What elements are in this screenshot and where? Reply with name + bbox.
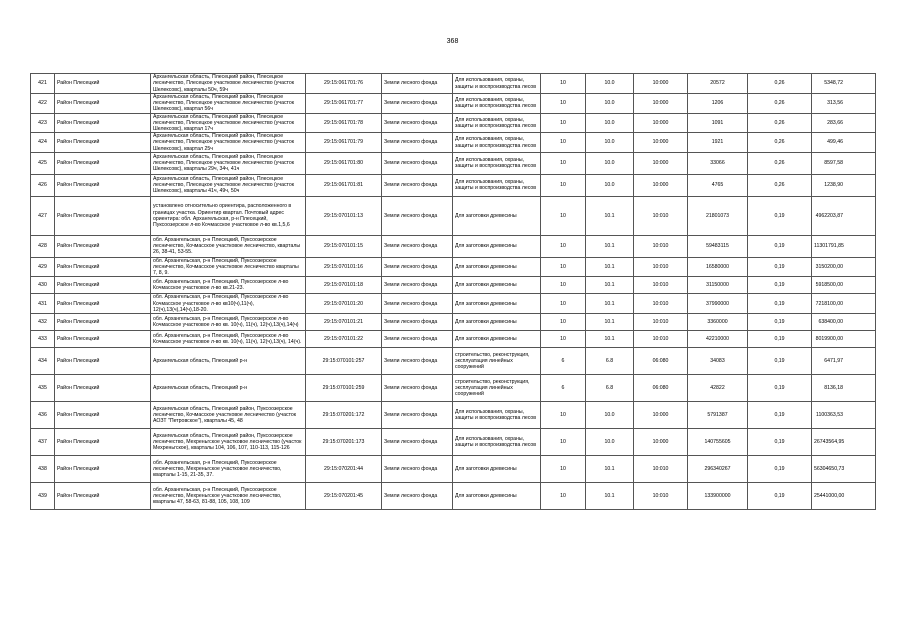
- table-row: [31, 74, 876, 94]
- district-cell: Район Плесецкий: [55, 483, 151, 510]
- permitted-use-cell: Для использования, охраны, защиты и воспроизводства лесов: [453, 94, 541, 114]
- land-category-cell: Земли лесного фонда: [382, 113, 453, 133]
- cadastral-value-cell: 8136,18: [812, 375, 876, 402]
- permitted-use-cell: Для использования, охраны, защиты и воспроизводства лесов: [453, 429, 541, 456]
- cadastral-number-cell: 29:15:070101:22: [306, 331, 382, 348]
- row-number-cell: 426: [31, 174, 55, 196]
- rate-cell: 0,26: [748, 174, 812, 196]
- permitted-use-cell: Для использования, охраны, защиты и воспроизводства лесов: [453, 133, 541, 153]
- rate-cell: 0,26: [748, 133, 812, 153]
- cadastral-number-cell: 29:15:070101:13: [306, 196, 382, 235]
- table-body: [31, 74, 876, 510]
- code-subgroup-cell: 10.0: [586, 402, 634, 429]
- cadastral-number-cell: 29:15:070101:20: [306, 294, 382, 314]
- district-cell: Район Плесецкий: [55, 277, 151, 294]
- address-cell: обл. Архангельская, р-н Плесецкий, Пуксоозерское л-во Кочмасское участковое л-во кв. 10(ч), 11(ч), 12(ч),13(ч), 14(ч).: [151, 331, 306, 348]
- area-cell: 16580000: [688, 257, 748, 277]
- code-subgroup-cell: 10.0: [586, 174, 634, 196]
- code-cell: 10:000: [634, 174, 688, 196]
- cadastral-number-cell: 29:15:061701:77: [306, 94, 382, 114]
- table-row: [31, 94, 876, 114]
- code-subgroup-cell: 10.0: [586, 133, 634, 153]
- rate-cell: 0,19: [748, 375, 812, 402]
- area-cell: 42822: [688, 375, 748, 402]
- cadastral-number-cell: 29:15:070101:21: [306, 314, 382, 331]
- table-row: [31, 235, 876, 257]
- code-group-cell: 10: [541, 483, 586, 510]
- code-cell: 10:000: [634, 133, 688, 153]
- table-row: [31, 402, 876, 429]
- area-cell: 20572: [688, 74, 748, 94]
- cadastral-number-cell: 29:15:070201:45: [306, 483, 382, 510]
- code-cell: 10:000: [634, 429, 688, 456]
- table-row: [31, 174, 876, 196]
- row-number-cell: 427: [31, 196, 55, 235]
- land-category-cell: Земли лесного фонда: [382, 314, 453, 331]
- code-subgroup-cell: 10.0: [586, 152, 634, 174]
- area-cell: 3360000: [688, 314, 748, 331]
- address-cell: Архангельская область, Плесецкий район, Плесецкое лесничество, Плесецкое участковое лесничество (участок Шелексовс), кварталы 41ч, 49ч, 50ч: [151, 174, 306, 196]
- code-cell: 10:000: [634, 74, 688, 94]
- permitted-use-cell: Для заготовки древесины: [453, 331, 541, 348]
- land-category-cell: Земли лесного фонда: [382, 402, 453, 429]
- code-subgroup-cell: 10.1: [586, 196, 634, 235]
- district-cell: Район Плесецкий: [55, 113, 151, 133]
- cadastral-value-cell: 283,66: [812, 113, 876, 133]
- land-category-cell: Земли лесного фонда: [382, 74, 453, 94]
- area-cell: 296340267: [688, 456, 748, 483]
- table-row: [31, 314, 876, 331]
- land-category-cell: Земли лесного фонда: [382, 196, 453, 235]
- area-cell: 31150000: [688, 277, 748, 294]
- code-group-cell: 10: [541, 257, 586, 277]
- land-category-cell: Земли лесного фонда: [382, 257, 453, 277]
- row-number-cell: 433: [31, 331, 55, 348]
- land-category-cell: Земли лесного фонда: [382, 429, 453, 456]
- cadastral-value-cell: 26743564,95: [812, 429, 876, 456]
- address-cell: Архангельская область, Плесецкий район, Пуксоозерское лесничество, Мехреньгское участковое лесничество (участок Мехреньгское), кварталы 104, 106, 107, 110-113, 115-126: [151, 429, 306, 456]
- rate-cell: 0,19: [748, 294, 812, 314]
- district-cell: Район Плесецкий: [55, 257, 151, 277]
- rate-cell: 0,19: [748, 483, 812, 510]
- cadastral-number-cell: 29:15:061701:79: [306, 133, 382, 153]
- address-cell: установлено относительно ориентира, расположенного в границах участка. Ориентир квартал. Почтовый адрес ориентира: обл. Архангельская, р-н Плесецкий, Пуксоозерское л-во Кочмасское участковое л-во кв.1,5,6: [151, 196, 306, 235]
- land-category-cell: Земли лесного фонда: [382, 348, 453, 375]
- area-cell: 133900000: [688, 483, 748, 510]
- table-row: [31, 456, 876, 483]
- code-subgroup-cell: 10.1: [586, 483, 634, 510]
- table-row: [31, 152, 876, 174]
- row-number-cell: 438: [31, 456, 55, 483]
- area-cell: 1091: [688, 113, 748, 133]
- permitted-use-cell: Для использования, охраны, защиты и воспроизводства лесов: [453, 402, 541, 429]
- table-row: [31, 294, 876, 314]
- district-cell: Район Плесецкий: [55, 152, 151, 174]
- permitted-use-cell: Для использования, охраны, защиты и воспроизводства лесов: [453, 74, 541, 94]
- permitted-use-cell: Для использования, охраны, защиты и воспроизводства лесов: [453, 152, 541, 174]
- rate-cell: 0,19: [748, 331, 812, 348]
- cadastral-number-cell: 29:15:070101:259: [306, 375, 382, 402]
- cadastral-value-cell: 313,56: [812, 94, 876, 114]
- table-row: [31, 348, 876, 375]
- rate-cell: 0,26: [748, 113, 812, 133]
- cadastral-value-cell: 638400,00: [812, 314, 876, 331]
- row-number-cell: 431: [31, 294, 55, 314]
- code-group-cell: 10: [541, 429, 586, 456]
- code-cell: 10:000: [634, 113, 688, 133]
- row-number-cell: 423: [31, 113, 55, 133]
- code-subgroup-cell: 10.1: [586, 314, 634, 331]
- rate-cell: 0,26: [748, 152, 812, 174]
- row-number-cell: 439: [31, 483, 55, 510]
- cadastral-number-cell: 29:15:061701:76: [306, 74, 382, 94]
- rate-cell: 0,26: [748, 74, 812, 94]
- address-cell: обл. Архангельская, р-н Плесецкий, Пуксоозерское лесничество, Мехреньгское участковое лесничество, кварталы 1-15, 21-35, 37.: [151, 456, 306, 483]
- code-cell: 10:000: [634, 402, 688, 429]
- land-category-cell: Земли лесного фонда: [382, 294, 453, 314]
- code-group-cell: 10: [541, 133, 586, 153]
- row-number-cell: 432: [31, 314, 55, 331]
- address-cell: обл. Архангельская, р-н Плесецкий, Пуксоозерское лесничество, Мехреньгское участковое лесничество, кварталы 47, 58-63, 81-88, 105, 108, 109: [151, 483, 306, 510]
- land-category-cell: Земли лесного фонда: [382, 277, 453, 294]
- row-number-cell: 428: [31, 235, 55, 257]
- table-row: [31, 331, 876, 348]
- district-cell: Район Плесецкий: [55, 94, 151, 114]
- address-cell: Архангельская область, Плесецкий район, Плесецкое лесничество, Плесецкое участковое лесничество (участок Шелексовс), кварталы 29ч, 34ч, 41ч: [151, 152, 306, 174]
- address-cell: Архангельская область, Плесецкий район, Плесецкое лесничество, Плесецкое участковое лесничество (участок Шелексовс), кварталы 50ч, 59ч: [151, 74, 306, 94]
- land-category-cell: Земли лесного фонда: [382, 152, 453, 174]
- address-cell: Архангельская область, Плесецкий район, Плесецкое лесничество, Плесецкое участковое лесничество (участок Шелексовс), квартал 17ч: [151, 113, 306, 133]
- district-cell: Район Плесецкий: [55, 196, 151, 235]
- table-row: [31, 429, 876, 456]
- code-cell: 06:080: [634, 375, 688, 402]
- cadastral-number-cell: 29:15:070201:44: [306, 456, 382, 483]
- rate-cell: 0,19: [748, 277, 812, 294]
- code-group-cell: 6: [541, 348, 586, 375]
- code-group-cell: 10: [541, 74, 586, 94]
- land-category-cell: Земли лесного фонда: [382, 174, 453, 196]
- rate-cell: 0,19: [748, 456, 812, 483]
- cadastral-number-cell: 29:15:070101:18: [306, 277, 382, 294]
- district-cell: Район Плесецкий: [55, 348, 151, 375]
- code-group-cell: 10: [541, 294, 586, 314]
- row-number-cell: 436: [31, 402, 55, 429]
- code-cell: 06:080: [634, 348, 688, 375]
- cadastral-value-cell: 499,46: [812, 133, 876, 153]
- cadastral-value-cell: 8019900,00: [812, 331, 876, 348]
- land-plots-table: [30, 73, 876, 510]
- area-cell: 4765: [688, 174, 748, 196]
- area-cell: 33066: [688, 152, 748, 174]
- address-cell: Архангельская область, Плесецкий р-н: [151, 348, 306, 375]
- code-subgroup-cell: 10.1: [586, 456, 634, 483]
- code-subgroup-cell: 10.0: [586, 94, 634, 114]
- cadastral-number-cell: 29:15:061701:80: [306, 152, 382, 174]
- cadastral-value-cell: 3150200,00: [812, 257, 876, 277]
- permitted-use-cell: Для использования, охраны, защиты и воспроизводства лесов: [453, 113, 541, 133]
- code-group-cell: 10: [541, 94, 586, 114]
- code-group-cell: 6: [541, 375, 586, 402]
- permitted-use-cell: Для заготовки древесины: [453, 257, 541, 277]
- area-cell: 42210000: [688, 331, 748, 348]
- code-subgroup-cell: 10.1: [586, 331, 634, 348]
- code-group-cell: 10: [541, 152, 586, 174]
- code-subgroup-cell: 6.8: [586, 375, 634, 402]
- code-group-cell: 10: [541, 314, 586, 331]
- rate-cell: 0,19: [748, 196, 812, 235]
- code-subgroup-cell: 10.1: [586, 294, 634, 314]
- address-cell: Архангельская область, Плесецкий район, Плесецкое лесничество, Плесецкое участковое лесничество (участок Шелексовс), квартал 25ч: [151, 133, 306, 153]
- land-category-cell: Земли лесного фонда: [382, 483, 453, 510]
- cadastral-value-cell: 56304650,73: [812, 456, 876, 483]
- code-group-cell: 10: [541, 456, 586, 483]
- table-row: [31, 483, 876, 510]
- cadastral-number-cell: 29:15:070101:15: [306, 235, 382, 257]
- code-group-cell: 10: [541, 331, 586, 348]
- land-category-cell: Земли лесного фонда: [382, 375, 453, 402]
- code-group-cell: 10: [541, 196, 586, 235]
- permitted-use-cell: Для заготовки древесины: [453, 277, 541, 294]
- rate-cell: 0,19: [748, 348, 812, 375]
- area-cell: 34083: [688, 348, 748, 375]
- code-cell: 10:010: [634, 331, 688, 348]
- rate-cell: 0,19: [748, 429, 812, 456]
- code-cell: 10:010: [634, 257, 688, 277]
- district-cell: Район Плесецкий: [55, 402, 151, 429]
- land-category-cell: Земли лесного фонда: [382, 456, 453, 483]
- cadastral-value-cell: 5348,72: [812, 74, 876, 94]
- page-number: 368: [446, 38, 459, 45]
- rate-cell: 0,19: [748, 257, 812, 277]
- code-group-cell: 10: [541, 235, 586, 257]
- code-subgroup-cell: 10.1: [586, 257, 634, 277]
- district-cell: Район Плесецкий: [55, 235, 151, 257]
- cadastral-number-cell: 29:15:070201:173: [306, 429, 382, 456]
- cadastral-number-cell: 29:15:070201:172: [306, 402, 382, 429]
- row-number-cell: 430: [31, 277, 55, 294]
- permitted-use-cell: Для заготовки древесины: [453, 456, 541, 483]
- table-row: [31, 375, 876, 402]
- rate-cell: 0,26: [748, 94, 812, 114]
- area-cell: 1206: [688, 94, 748, 114]
- area-cell: 37990000: [688, 294, 748, 314]
- address-cell: Архангельская область, Плесецкий район, Плесецкое лесничество, Плесецкое участковое лесничество (участок Шелексовс), квартал 56ч: [151, 94, 306, 114]
- area-cell: 59483115: [688, 235, 748, 257]
- code-cell: 10:010: [634, 196, 688, 235]
- row-number-cell: 425: [31, 152, 55, 174]
- cadastral-value-cell: 1100363,53: [812, 402, 876, 429]
- permitted-use-cell: Для заготовки древесины: [453, 314, 541, 331]
- row-number-cell: 422: [31, 94, 55, 114]
- area-cell: 21801073: [688, 196, 748, 235]
- permitted-use-cell: строительство, реконструкция, эксплуатация линейных сооружений: [453, 375, 541, 402]
- code-subgroup-cell: 10.1: [586, 235, 634, 257]
- district-cell: Район Плесецкий: [55, 456, 151, 483]
- address-cell: Архангельская область, Плесецкий р-н: [151, 375, 306, 402]
- district-cell: Район Плесецкий: [55, 314, 151, 331]
- table-row: [31, 113, 876, 133]
- table-row: [31, 277, 876, 294]
- row-number-cell: 421: [31, 74, 55, 94]
- code-cell: 10:010: [634, 277, 688, 294]
- code-cell: 10:010: [634, 235, 688, 257]
- district-cell: Район Плесецкий: [55, 294, 151, 314]
- cadastral-value-cell: 4962203,87: [812, 196, 876, 235]
- district-cell: Район Плесецкий: [55, 375, 151, 402]
- row-number-cell: 424: [31, 133, 55, 153]
- address-cell: обл. Архангельская, р-н Плесецкий, Пуксоозерское лесничество, Кочмасское участковое лесничество, кварталы 26, 38-41, 53-55.: [151, 235, 306, 257]
- row-number-cell: 434: [31, 348, 55, 375]
- district-cell: Район Плесецкий: [55, 429, 151, 456]
- permitted-use-cell: строительство, реконструкция, эксплуатация линейных сооружений: [453, 348, 541, 375]
- code-cell: 10:010: [634, 483, 688, 510]
- district-cell: Район Плесецкий: [55, 331, 151, 348]
- code-cell: 10:010: [634, 294, 688, 314]
- cadastral-value-cell: 5918500,00: [812, 277, 876, 294]
- code-cell: 10:010: [634, 314, 688, 331]
- area-cell: 1921: [688, 133, 748, 153]
- code-subgroup-cell: 10.0: [586, 429, 634, 456]
- address-cell: Архангельская область, Плесецкий район, Пуксоозерское лесничество, Кочмасское участковое лесничество (участок АОЗТ "Петровское"), кварталы 45, 48: [151, 402, 306, 429]
- code-cell: 10:000: [634, 152, 688, 174]
- row-number-cell: 429: [31, 257, 55, 277]
- cadastral-value-cell: 1238,90: [812, 174, 876, 196]
- code-group-cell: 10: [541, 277, 586, 294]
- area-cell: 5791387: [688, 402, 748, 429]
- permitted-use-cell: Для заготовки древесины: [453, 235, 541, 257]
- table-row: [31, 257, 876, 277]
- code-group-cell: 10: [541, 402, 586, 429]
- land-category-cell: Земли лесного фонда: [382, 133, 453, 153]
- cadastral-value-cell: 8597,58: [812, 152, 876, 174]
- address-cell: обл. Архангельская, р-н Плесецкий, Пуксоозерское л-во Кочмасское участковое л-во кв. 10(ч), 11(ч), 12(ч),13(ч),14(ч): [151, 314, 306, 331]
- district-cell: Район Плесецкий: [55, 133, 151, 153]
- permitted-use-cell: Для заготовки древесины: [453, 196, 541, 235]
- code-group-cell: 10: [541, 174, 586, 196]
- code-subgroup-cell: 10.0: [586, 74, 634, 94]
- cadastral-value-cell: 6471,97: [812, 348, 876, 375]
- code-cell: 10:010: [634, 456, 688, 483]
- land-category-cell: Земли лесного фонда: [382, 235, 453, 257]
- code-group-cell: 10: [541, 113, 586, 133]
- district-cell: Район Плесецкий: [55, 174, 151, 196]
- permitted-use-cell: Для заготовки древесины: [453, 483, 541, 510]
- permitted-use-cell: Для использования, охраны, защиты и воспроизводства лесов: [453, 174, 541, 196]
- cadastral-number-cell: 29:15:070101:257: [306, 348, 382, 375]
- land-category-cell: Земли лесного фонда: [382, 331, 453, 348]
- row-number-cell: 435: [31, 375, 55, 402]
- cadastral-number-cell: 29:15:061701:78: [306, 113, 382, 133]
- cadastral-number-cell: 29:15:070101:16: [306, 257, 382, 277]
- cadastral-value-cell: 7218100,00: [812, 294, 876, 314]
- address-cell: обл. Архангельская, р-н Плесецкий, Пуксоозерское л-во Кочмасское участковое л-во кв10(ч),11(ч), 12(ч),13(ч),14(ч),18-20.: [151, 294, 306, 314]
- code-subgroup-cell: 6.8: [586, 348, 634, 375]
- rate-cell: 0,19: [748, 402, 812, 429]
- cadastral-value-cell: 11301791,85: [812, 235, 876, 257]
- address-cell: обл. Архангельская, р-н Плесецкий, Пуксоозерское л-во Кочмасское участковое л-во кв.21-23.: [151, 277, 306, 294]
- table-row: [31, 196, 876, 235]
- permitted-use-cell: Для заготовки древесины: [453, 294, 541, 314]
- table-row: [31, 133, 876, 153]
- cadastral-number-cell: 29:15:061701:81: [306, 174, 382, 196]
- code-subgroup-cell: 10.1: [586, 277, 634, 294]
- code-subgroup-cell: 10.0: [586, 113, 634, 133]
- cadastral-value-cell: 25441000,00: [812, 483, 876, 510]
- district-cell: Район Плесецкий: [55, 74, 151, 94]
- land-category-cell: Земли лесного фонда: [382, 94, 453, 114]
- rate-cell: 0,19: [748, 235, 812, 257]
- area-cell: 140755605: [688, 429, 748, 456]
- code-cell: 10:000: [634, 94, 688, 114]
- address-cell: обл. Архангельская, р-н Плесецкий, Пуксоозерское лесничество, Кочмасское участковое лесничество кварталы 7, 8, 9.: [151, 257, 306, 277]
- rate-cell: 0,19: [748, 314, 812, 331]
- row-number-cell: 437: [31, 429, 55, 456]
